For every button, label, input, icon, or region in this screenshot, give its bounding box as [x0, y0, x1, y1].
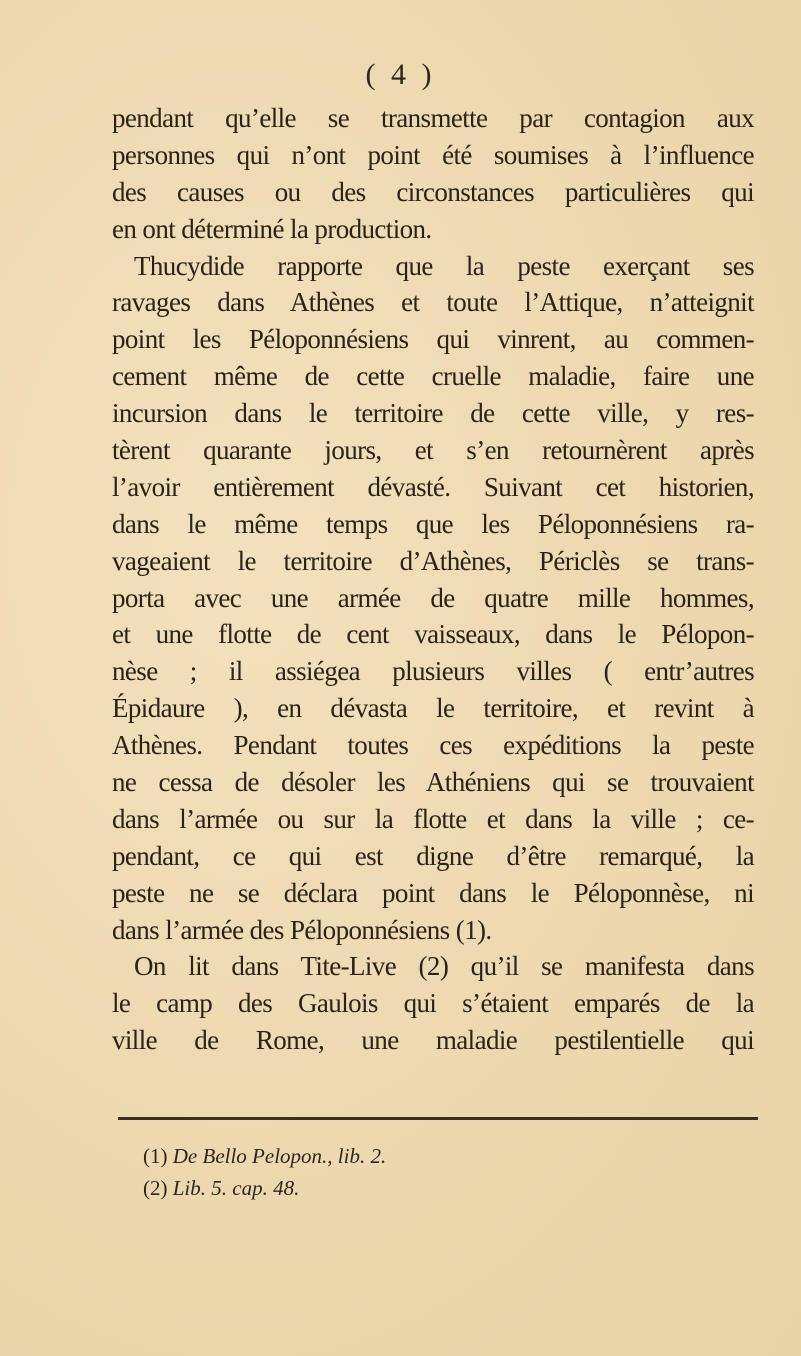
text-line: incursion dans le territoire de cette ville, y res-	[112, 398, 754, 429]
text-line: vageaient le territoire d’Athènes, Périclès se trans-	[112, 545, 754, 576]
text-line: Athènes. Pendant toutes ces expéditions la peste	[112, 730, 754, 761]
text-line: le camp des Gaulois qui s’étaient emparés de la	[112, 988, 754, 1019]
text-line: ne cessa de désoler les Athéniens qui se trouvaient	[112, 767, 754, 798]
footnote-text: Lib. 5. cap. 48.	[172, 1176, 300, 1200]
text-line: dans l’armée des Péloponnésiens (1).	[112, 914, 492, 945]
footnote-marker: (1)	[143, 1144, 168, 1168]
text-line: pendant, ce qui est digne d’être remarqué, la	[112, 840, 754, 871]
text-line: nèse ; il assiégea plusieurs villes ( entr’autres	[112, 656, 754, 687]
text-line: l’avoir entièrement dévasté. Suivant cet historien,	[112, 471, 754, 502]
footnote-divider	[118, 1117, 758, 1120]
text-line: porta avec une armée de quatre mille hommes,	[112, 582, 754, 613]
footnote-text: De Bello Pelopon., lib. 2.	[172, 1144, 387, 1168]
text-line: tèrent quarante jours, et s’en retournèrent après	[112, 435, 754, 466]
text-line: dans l’armée ou sur la flotte et dans la ville ; ce-	[112, 803, 754, 834]
text-line: et une flotte de cent vaisseaux, dans le Pélopon-	[112, 619, 754, 650]
footnote-1	[143, 1140, 386, 1172]
text-line: On lit dans Tite-Live (2) qu’il se manifesta dans	[134, 951, 754, 982]
text-line: ville de Rome, une maladie pestilentielle qui	[112, 1025, 754, 1056]
text-line: ravages dans Athènes et toute l’Attique, n’atteignit	[112, 287, 754, 318]
text-line: pendant qu’elle se transmette par contagion aux	[112, 103, 754, 133]
body-text	[112, 100, 754, 1059]
text-line: Thucydide rapporte que la peste exerçant ses	[134, 250, 754, 281]
text-line: dans le même temps que les Péloponnésiens ra-	[112, 508, 754, 539]
text-line: en ont déterminé la production.	[112, 213, 432, 244]
text-line: cement même de cette cruelle maladie, faire une	[112, 361, 754, 392]
footnotes	[143, 1140, 386, 1204]
footnote-2	[143, 1172, 386, 1204]
page-number: ( 4 )	[365, 58, 436, 91]
text-line: des causes ou des circonstances particulières qui	[112, 176, 754, 207]
text-line: peste ne se déclara point dans le Péloponnèse, ni	[112, 877, 754, 908]
text-line: personnes qui n’ont point été soumises à l’influence	[112, 139, 754, 170]
text-line: Épidaure ), en dévasta le territoire, et revint à	[112, 693, 754, 724]
footnote-marker: (2)	[143, 1176, 168, 1200]
text-line: point les Péloponnésiens qui vinrent, au commen-	[112, 324, 754, 355]
